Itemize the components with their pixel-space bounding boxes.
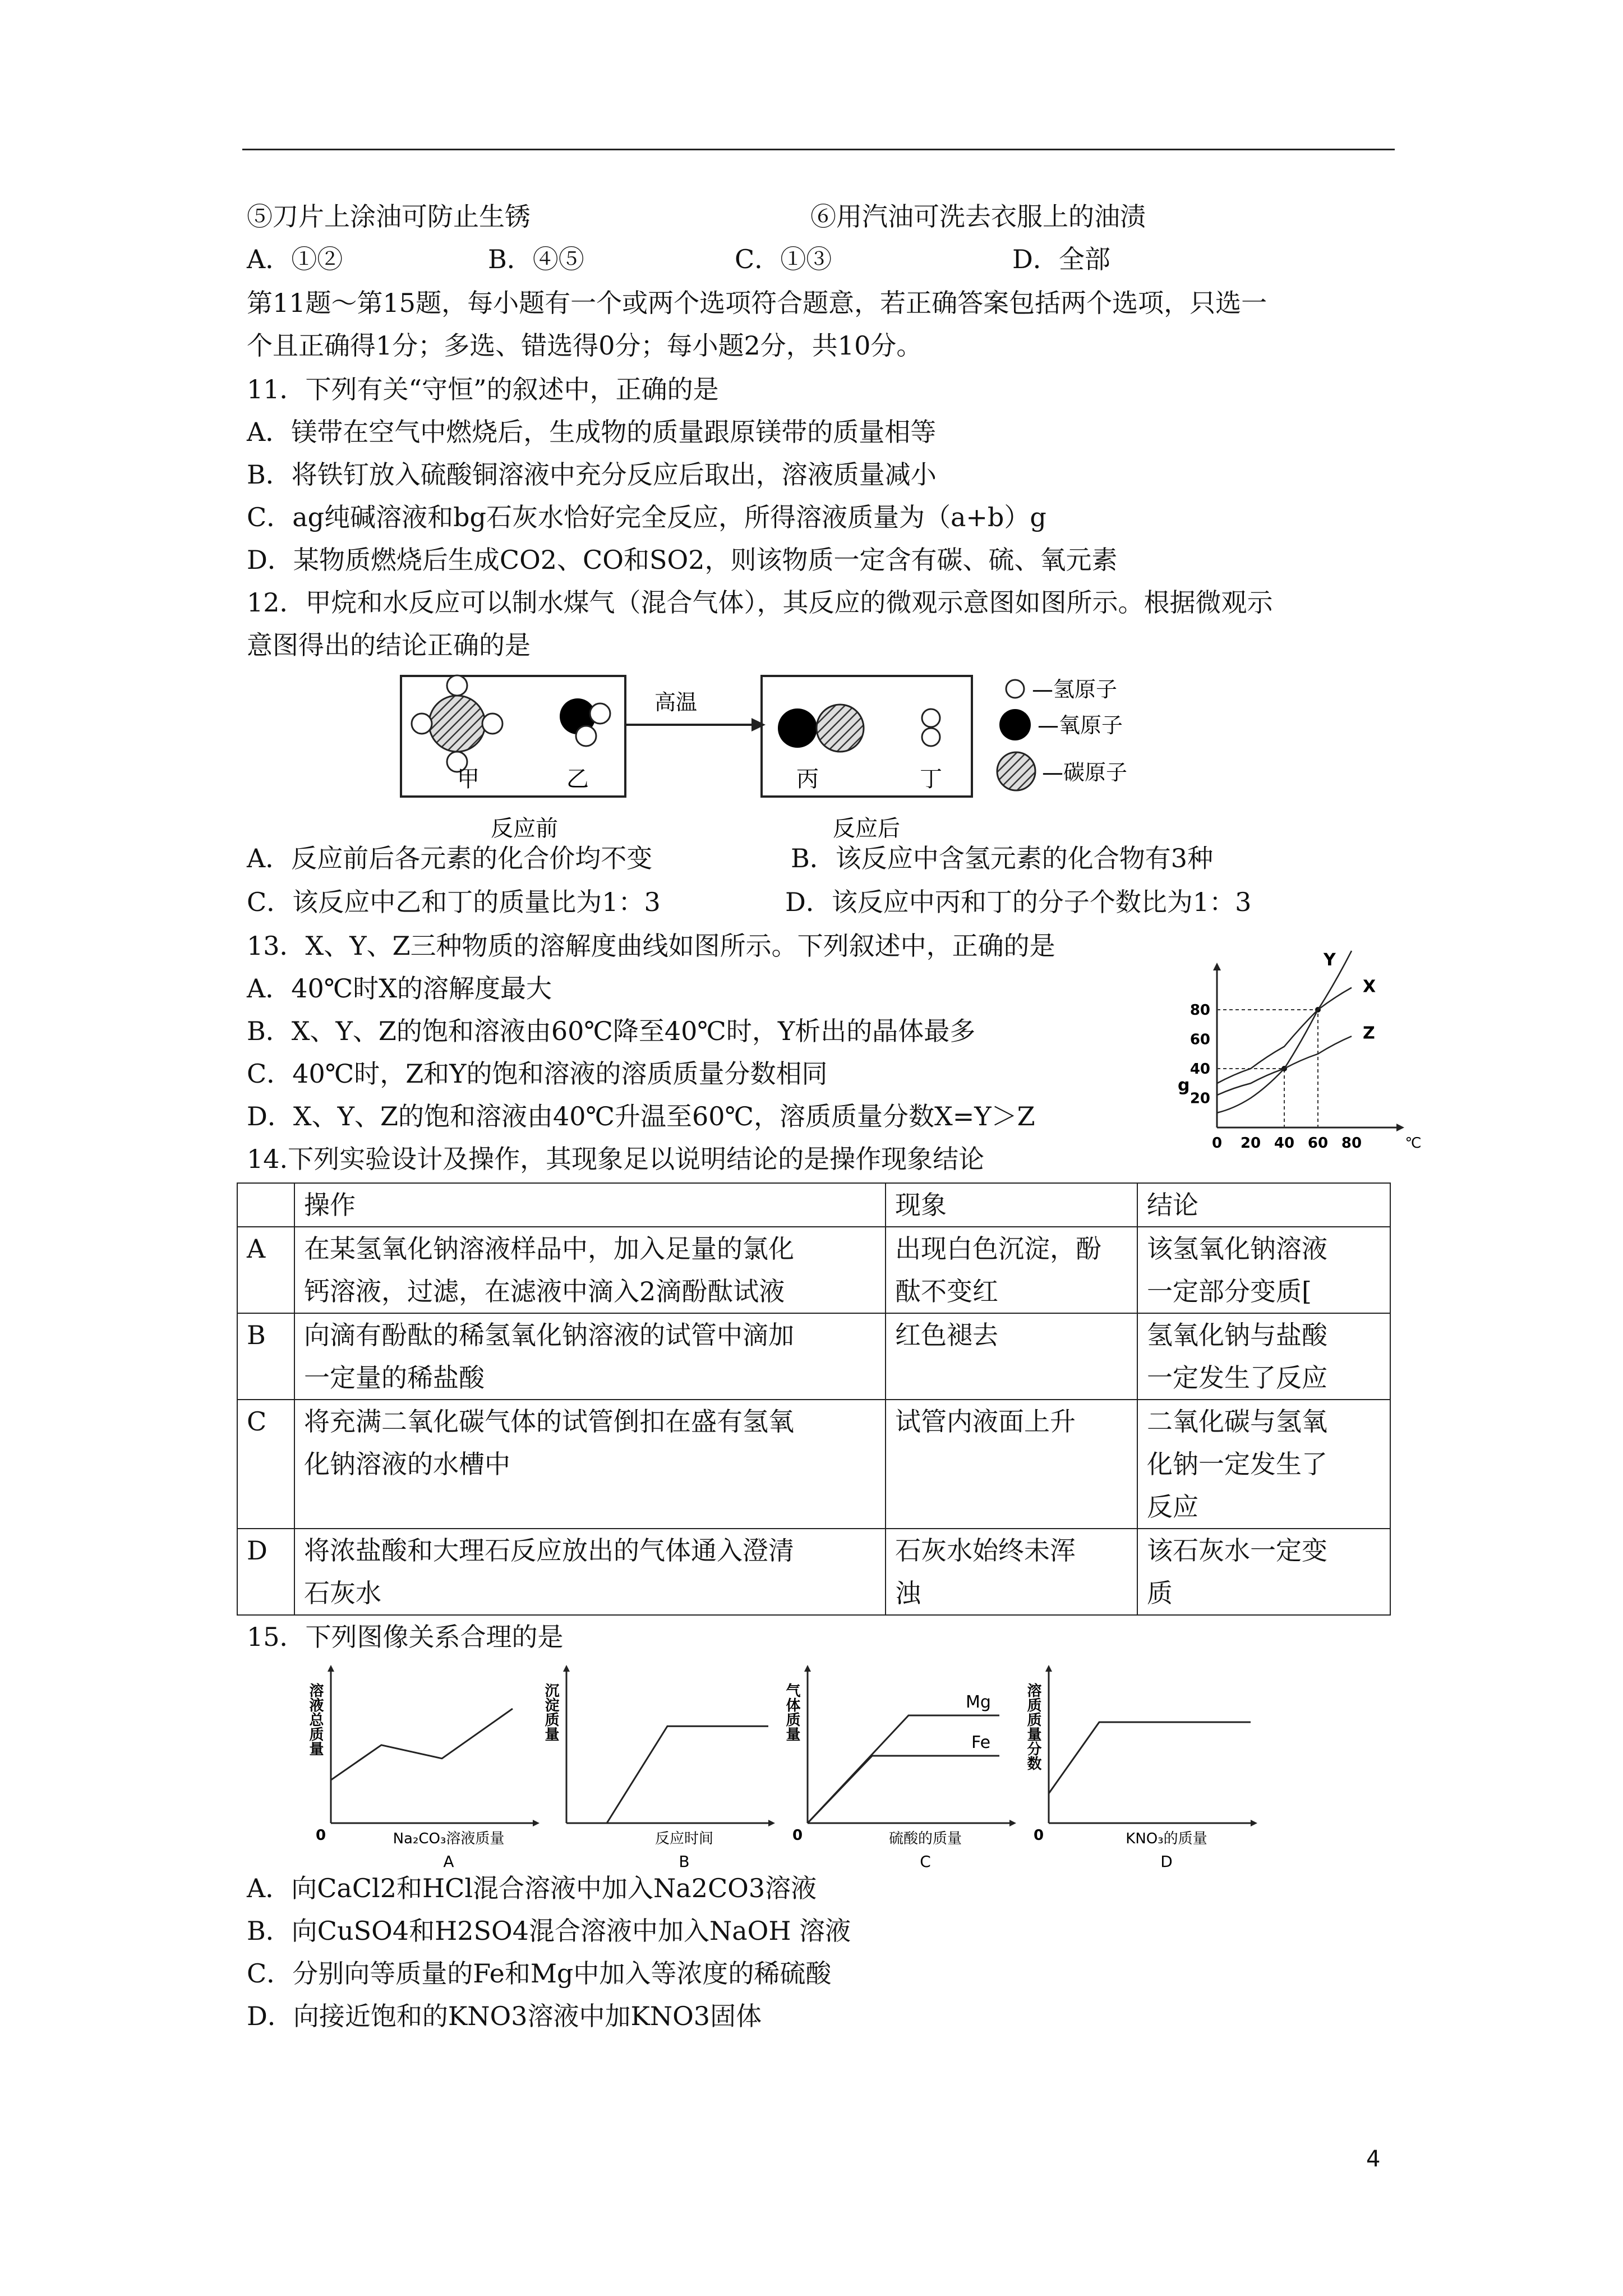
co-molecule-icon — [778, 705, 864, 752]
reaction-diagram — [393, 662, 1234, 847]
q10-option-b: B．④⑤ — [488, 244, 584, 274]
q11-option-c: C．ag纯碱溶液和bg石灰水恰好完全反应，所得溶液质量为（a+b）g — [247, 502, 1046, 532]
row-key: C — [237, 1400, 294, 1529]
legend-hydrogen: —氢原子 — [1032, 677, 1118, 702]
y-tick-label: 60 — [1189, 1031, 1210, 1048]
q15-option-b: B．向CuSO4和H2SO4混合溶液中加入NaOH 溶液 — [247, 1916, 851, 1946]
graph-letter: B — [679, 1852, 690, 1871]
graph-letter: A — [443, 1852, 454, 1871]
q11-stem: 11．下列有关“守恒”的叙述中，正确的是 — [247, 374, 719, 404]
arrow-head-icon — [751, 718, 766, 731]
table-row — [237, 1400, 1390, 1529]
graph-d — [1025, 1665, 1257, 1871]
q13-option-d: D．X、Y、Z的饱和溶液由40℃升温至60℃，溶质质量分数X=Y＞Z — [247, 1101, 1035, 1131]
y-axis-label: 溶质质量分数 — [1025, 1683, 1041, 1770]
q10-option-c: C．①③ — [735, 244, 832, 274]
item-5: ⑤刀片上涂油可防止生锈 — [247, 201, 531, 232]
label-jia: 甲 — [457, 766, 479, 792]
hydrogen-atom-legend-icon — [1006, 680, 1024, 698]
table-header-row — [237, 1183, 1390, 1227]
y-axis-unit: g — [1178, 1075, 1190, 1096]
experiment-table — [237, 1182, 1391, 1616]
x-axis-arrow-icon — [1009, 1820, 1016, 1826]
q15-option-a: A．向CaCl2和HCl混合溶液中加入Na2CO3溶液 — [247, 1873, 817, 1903]
graph-line-mg — [808, 1715, 999, 1823]
x-axis-label: 反应时间 — [654, 1830, 714, 1847]
q13-option-a: A．40℃时X的溶解度最大 — [247, 973, 552, 1004]
header-rule — [242, 149, 1395, 150]
y-tick-label: 20 — [1189, 1090, 1210, 1107]
graph-letter: C — [920, 1852, 931, 1871]
x-tick-label: 0 — [1211, 1135, 1223, 1152]
row-operation: 将充满二氧化碳气体的试管倒扣在盛有氢氧 化钠溶液的水槽中 — [294, 1400, 886, 1529]
graph-line — [331, 1709, 513, 1780]
caption-after: 反应后 — [833, 816, 900, 841]
y-axis-label: 气体质量 — [783, 1683, 800, 1741]
graph-letter: D — [1160, 1852, 1173, 1871]
q13-stem: 13．X、Y、Z三种物质的溶解度曲线如图所示。下列叙述中，正确的是 — [247, 931, 1055, 961]
series-label-y: Y — [1324, 950, 1336, 970]
x-axis-arrow-icon — [533, 1820, 540, 1826]
y-tick-label: 80 — [1189, 1002, 1210, 1019]
header-operation: 操作 — [294, 1183, 886, 1227]
solubility-chart — [1155, 926, 1481, 1161]
carbon-atom-legend-icon — [997, 752, 1035, 790]
row-conclusion: 二氧化碳与氢氧 化钠一定发生了 反应 — [1137, 1400, 1390, 1529]
row-operation: 向滴有酚酞的稀氢氧化钠溶液的试管中滴加 一定量的稀盐酸 — [294, 1313, 886, 1400]
q15-stem: 15．下列图像关系合理的是 — [247, 1622, 564, 1652]
series-line-z — [1217, 1036, 1352, 1095]
hydrogen-molecule-icon — [922, 709, 940, 746]
arrow-label: 高温 — [654, 690, 698, 715]
x-axis-label: Na₂CO₃溶液质量 — [393, 1830, 505, 1847]
x-axis-arrow-icon — [1396, 1124, 1404, 1131]
label-ding: 丁 — [920, 766, 942, 792]
q10-option-d: D．全部 — [1012, 244, 1110, 274]
x-axis-label: KNO₃的质量 — [1126, 1830, 1207, 1847]
q10-option-a: A．①② — [247, 244, 343, 274]
page-number: 4 — [1366, 2146, 1381, 2172]
q12-option-d: D．该反应中丙和丁的分子个数比为1：3 — [785, 887, 1252, 917]
origin-label: 0 — [315, 1827, 326, 1844]
q13-option-c: C．40℃时，Z和Y的饱和溶液的溶质质量分数相同 — [247, 1059, 828, 1089]
legend-carbon: —碳原子 — [1042, 760, 1128, 785]
y-axis-arrow-icon — [328, 1665, 334, 1672]
x-axis-label: 硫酸的质量 — [888, 1830, 962, 1847]
row-phenomenon: 出现白色沉淀，酚 酞不变红 — [886, 1227, 1137, 1313]
q11-option-b: B．将铁钉放入硫酸铜溶液中充分反应后取出，溶液质量减小 — [247, 459, 937, 490]
q11-option-a: A．镁带在空气中燃烧后，生成物的质量跟原镁带的质量相等 — [247, 417, 937, 447]
q15-graphs — [307, 1655, 1267, 1871]
row-phenomenon: 石灰水始终未浑 浊 — [886, 1529, 1137, 1615]
q11-option-d: D．某物质燃烧后生成CO2、CO和SO2，则该物质一定含有碳、硫、氧元素 — [247, 545, 1118, 575]
row-conclusion: 该氢氧化钠溶液 一定部分变质[ — [1137, 1227, 1390, 1313]
graph-a — [307, 1665, 540, 1871]
row-key: B — [237, 1313, 294, 1400]
x-tick-label: 20 — [1240, 1135, 1261, 1152]
series-label-mg: Mg — [966, 1692, 991, 1712]
header-conclusion: 结论 — [1137, 1183, 1390, 1227]
y-axis-arrow-icon — [563, 1665, 570, 1672]
row-conclusion: 氢氧化钠与盐酸 一定发生了反应 — [1137, 1313, 1390, 1400]
y-axis-label: 溶液总质量 — [307, 1683, 324, 1756]
header-phenomenon: 现象 — [886, 1183, 1137, 1227]
instruction-line-1: 第11题～第15题，每小题有一个或两个选项符合题意，若正确答案包括两个选项，只选一 — [247, 288, 1267, 318]
y-axis-arrow-icon — [804, 1665, 811, 1672]
row-operation: 在某氢氧化钠溶液样品中，加入足量的氯化 钙溶液，过滤，在滤液中滴入2滴酚酞试液 — [294, 1227, 886, 1313]
header-key — [237, 1183, 294, 1227]
q12-stem-1: 12．甲烷和水反应可以制水煤气（混合气体），其反应的微观示意图如图所示。根据微观示 — [247, 587, 1273, 618]
x-tick-label: 40 — [1274, 1135, 1295, 1152]
x-axis-arrow-icon — [768, 1820, 775, 1826]
origin-label: 0 — [792, 1827, 803, 1844]
q12-option-a: A．反应前后各元素的化合价均不变 — [247, 843, 653, 873]
row-key: A — [237, 1227, 294, 1313]
series-label-fe: Fe — [971, 1733, 991, 1752]
y-axis-label: 沉淀质量 — [542, 1683, 559, 1741]
x-tick-label: 60 — [1307, 1135, 1329, 1152]
q15-option-c: C．分别向等质量的Fe和Mg中加入等浓度的稀硫酸 — [247, 1958, 832, 1989]
y-axis-arrow-icon — [1213, 963, 1221, 970]
q13-option-b: B．X、Y、Z的饱和溶液由60℃降至40℃时，Y析出的晶体最多 — [247, 1016, 976, 1046]
label-bing: 丙 — [796, 766, 819, 792]
water-molecule-icon — [560, 698, 610, 746]
graph-c — [783, 1665, 1016, 1871]
q14-stem: 14.下列实验设计及操作，其现象足以说明结论的是操作现象结论 — [247, 1144, 985, 1174]
y-tick-label: 40 — [1189, 1061, 1210, 1078]
table-row — [237, 1529, 1390, 1615]
q15-option-d: D．向接近饱和的KNO3溶液中加KNO3固体 — [247, 2001, 762, 2031]
graph-b — [542, 1665, 775, 1871]
row-conclusion: 该石灰水一定变 质 — [1137, 1529, 1390, 1615]
graph-line — [1049, 1722, 1251, 1793]
x-tick-label: 80 — [1341, 1135, 1362, 1152]
caption-before: 反应前 — [491, 816, 558, 841]
x-axis-unit: ℃ — [1405, 1135, 1422, 1152]
methane-molecule-icon — [412, 675, 502, 772]
q12-option-b: B．该反应中含氢元素的化合物有3种 — [791, 843, 1214, 873]
item-6: ⑥用汽油可洗去衣服上的油渍 — [810, 201, 1146, 232]
origin-label: 0 — [1033, 1827, 1044, 1844]
y-axis-arrow-icon — [1045, 1665, 1052, 1672]
oxygen-atom-legend-icon — [999, 709, 1031, 740]
row-phenomenon: 试管内液面上升 — [886, 1400, 1137, 1529]
series-label-x: X — [1363, 977, 1376, 997]
graph-line-fe — [808, 1756, 999, 1823]
instruction-line-2: 个且正确得1分；多选、错选得0分；每小题2分，共10分。 — [247, 330, 923, 361]
table-row — [237, 1313, 1390, 1400]
q12-stem-2: 意图得出的结论正确的是 — [247, 630, 531, 660]
x-axis-arrow-icon — [1251, 1820, 1257, 1826]
label-yi: 乙 — [566, 766, 589, 792]
row-key: D — [237, 1529, 294, 1615]
graph-line — [566, 1726, 768, 1823]
q12-option-c: C．该反应中乙和丁的质量比为1：3 — [247, 887, 661, 917]
series-label-z: Z — [1363, 1023, 1375, 1043]
row-operation: 将浓盐酸和大理石反应放出的气体通入澄清 石灰水 — [294, 1529, 886, 1615]
legend-oxygen: —氧原子 — [1038, 713, 1123, 738]
row-phenomenon: 红色褪去 — [886, 1313, 1137, 1400]
table-row — [237, 1227, 1390, 1313]
